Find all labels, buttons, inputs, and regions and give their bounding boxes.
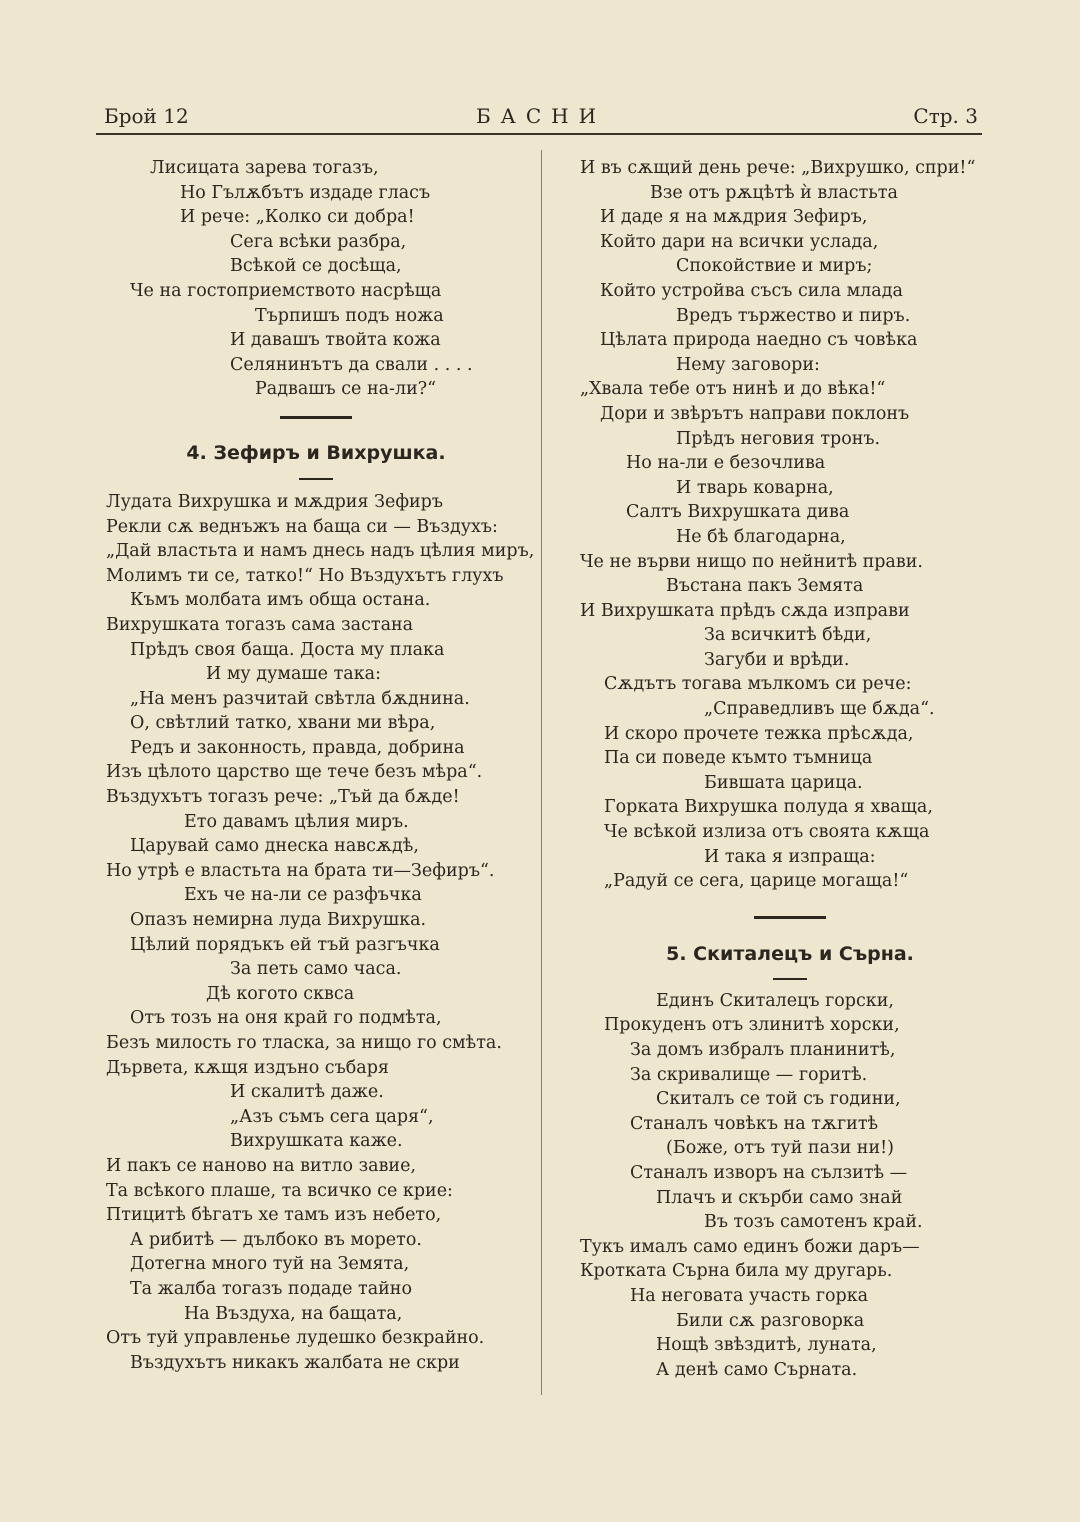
verse-line: Въздухътъ никакъ жалбата не скри (130, 1352, 460, 1373)
verse-line: Рекли сѫ веднъжъ на баща си — Въздухъ: (106, 516, 498, 537)
right-column (580, 156, 1000, 1382)
verse-line: Не бѣ благодарна, (676, 526, 846, 547)
section-title: 5. Скиталецъ и Сърна. (666, 942, 914, 965)
verse-line: „Справедливъ ще бѫда“. (704, 699, 935, 720)
verse-line: И въ сѫщий день рече: „Вихрушко, спри!“ (580, 158, 976, 178)
verse-line: „Радуй се сега, царице могаща!“ (604, 871, 909, 892)
verse-line: „Азъ съмъ сега царя“, (230, 1106, 434, 1127)
verse-line: Дотегна много туй на Земята, (130, 1254, 410, 1275)
poem-end-block (106, 156, 526, 402)
verse-line: Въздухътъ тогазъ рече: „Тъй да бѫде! (106, 787, 460, 808)
verse-line: Лисицата зарева тогазъ, (150, 158, 379, 178)
verse-line: И му думаше така: (206, 664, 381, 685)
verse-line: Станалъ човѣкъ на тѫгитѣ (630, 1113, 879, 1134)
verse-line: И скалитѣ даже. (230, 1082, 384, 1103)
section4-continued-block (580, 156, 1000, 894)
header-rule (96, 133, 982, 135)
verse-line: „Хвала тебе отъ нинѣ и до вѣка!“ (580, 379, 886, 400)
verse-line: „Дай властьта и намъ днесь надъ цѣлия миръ, (106, 541, 535, 562)
verse-line: Кротката Сърна била му другарь. (580, 1261, 893, 1282)
journal-title: БАСНИ (475, 104, 607, 128)
verse-line: Тукъ ималъ само единъ божи даръ— (580, 1236, 920, 1257)
verse-line: Единъ Скиталецъ горски, (656, 990, 894, 1011)
verse-line: И тварь коварна, (676, 477, 834, 498)
verse-line: Търпишъ подъ ножа (255, 305, 444, 326)
verse-line: И пакъ се наново на витло завие, (106, 1155, 417, 1176)
verse-line: За домъ избралъ планинитѣ, (630, 1040, 896, 1060)
verse-line: Но на-ли е безочлива (626, 453, 826, 474)
verse-line: Лудата Вихрушка и мѫдрия Зефиръ (106, 491, 444, 512)
issue-number: Брой 12 (104, 104, 189, 128)
verse-line: Били сѫ разговорка (676, 1310, 865, 1331)
verse-line: Който устройва съсъ сила млада (600, 280, 903, 301)
verse-line: Цѣлата природа наедно съ човѣка (600, 330, 918, 351)
verse-line: И давашъ твойта кожа (230, 330, 441, 351)
verse-line: Спокойствие и миръ; (676, 256, 873, 277)
verse-line: Редъ и законность, правда, добрина (130, 737, 465, 758)
verse-line: Ето давамъ цѣлия миръ. (184, 811, 409, 832)
verse-line: Въстана пакъ Земята (666, 576, 864, 597)
verse-line: Че не върви нищо по нейнитѣ прави. (580, 551, 923, 572)
verse-line: Вихрушката каже. (230, 1131, 403, 1152)
verse-line: За всичкитѣ бѣди, (704, 625, 872, 646)
verse-line: Селянинътъ да свали . . . . (230, 354, 473, 375)
verse-line: Нему заговори: (676, 354, 820, 375)
verse-line: Птицитѣ бѣгатъ хе тамъ изъ небето, (106, 1205, 442, 1226)
page-header (104, 104, 978, 134)
verse-line: Прѣдъ своя баща. Доста му плака (130, 639, 445, 660)
verse-line: Царувай само днеска навсѫдѣ, (130, 836, 419, 857)
verse-line: Ехъ че на-ли се разфъчка (184, 885, 422, 906)
verse-line: Че всѣкой излиза отъ своята кѫща (604, 822, 930, 843)
verse-line: Радвашъ се на-ли?“ (255, 379, 437, 400)
verse-line: За скривалище — горитѣ. (630, 1064, 868, 1085)
verse-line: Сега всѣки разбра, (230, 231, 407, 252)
section4-block (106, 490, 535, 1375)
verse-line: Дѣ когото сквса (206, 983, 355, 1004)
verse-line: Плачъ и скърби само знай (656, 1187, 903, 1208)
verse-line: За петь само часа. (230, 959, 402, 980)
verse-line: Прѣдъ неговия тронъ. (676, 428, 881, 449)
column-divider (541, 150, 542, 1395)
verse-line: Безъ милость го тласка, за нищо го смѣта. (106, 1033, 502, 1053)
verse-line: А рибитѣ — дълбоко въ морето. (130, 1229, 422, 1250)
verse-line: Който дари на всички услада, (600, 231, 879, 252)
verse-line: Та всѣкого плаше, та всичко се крие: (106, 1180, 453, 1201)
verse-line: А денѣ само Сърната. (656, 1359, 858, 1380)
verse-line: Отъ тозъ на оня край го подмѣта, (130, 1008, 442, 1029)
verse-line: О, свѣтлий татко, хвани ми вѣра, (130, 713, 436, 734)
verse-line: Но утрѣ е властьта на брата ти—Зефиръ“. (106, 860, 495, 881)
verse-line: (Боже, отъ туй пази ни!) (666, 1138, 894, 1159)
verse-line: „На менъ разчитай свѣтла бѫднина. (130, 688, 470, 709)
verse-line: Вредъ тържество и пиръ. (676, 305, 911, 326)
verse-line: На неговата участь горка (630, 1285, 869, 1306)
section5-block (580, 989, 1000, 1383)
verse-line: Изъ цѣлото царство ще тече безъ мѣра“. (106, 762, 483, 783)
verse-line: Взе отъ рѫцѣтѣ ѝ властьта (650, 182, 898, 203)
verse-line: Станалъ изворъ на сълзитѣ — (630, 1162, 908, 1183)
verse-line: Въ тозъ самотенъ край. (704, 1212, 923, 1233)
verse-line: Всѣкой се досѣща, (230, 256, 402, 277)
verse-line: И рече: „Колко си добра! (180, 207, 415, 228)
verse-line: Отъ туй управленье лудешко безкрайно. (106, 1328, 485, 1349)
verse-line: Скиталъ се той съ години, (656, 1089, 901, 1110)
verse-line: И Вихрушката прѣдъ сѫда изправи (580, 600, 910, 621)
verse-line: Дървета, кѫщя издъно събаря (106, 1057, 389, 1078)
verse-line: И скоро прочете тежка прѣсѫда, (604, 723, 914, 744)
verse-line: На Въздуха, на бащата, (184, 1303, 403, 1324)
verse-line: Горката Вихрушка полуда я хваща, (604, 797, 933, 818)
verse-line: Но Гълѫбътъ издаде гласъ (180, 182, 431, 203)
verse-line: Нощѣ звѣздитѣ, луната, (656, 1335, 877, 1356)
verse-line: И даде я на мѫдрия Зефиръ, (600, 207, 868, 228)
verse-line: Вихрушката тогазъ сама застана (106, 614, 414, 635)
verse-line: Салтъ Вихрушката дива (626, 502, 850, 523)
verse-line: Сѫдътъ тогава мълкомъ си рече: (604, 674, 912, 695)
verse-line: Опазъ немирна луда Вихрушка. (130, 910, 427, 931)
verse-line: Загуби и врѣди. (704, 649, 850, 670)
verse-line: Дори и звѣрътъ направи поклонъ (600, 403, 910, 424)
page-number: Стр. 3 (913, 104, 978, 128)
verse-line: Молимъ ти се, татко!“ Но Въздухътъ глухъ (106, 565, 504, 586)
verse-line: Къмъ молбата имъ обща остана. (130, 590, 431, 611)
verse-line: Прокуденъ отъ злинитѣ хорски, (604, 1015, 900, 1036)
verse-line: Та жалба тогазъ подаде тайно (130, 1278, 412, 1299)
section-title: 4. Зефиръ и Вихрушка. (186, 441, 446, 464)
verse-line: И така я изпраща: (704, 846, 876, 867)
verse-line: Цѣлий порядъкъ ей тъй разгъчка (130, 934, 440, 955)
verse-line: Че на гостоприемството насрѣща (130, 280, 442, 301)
verse-line: Па си поведе къмто тъмница (604, 748, 873, 769)
left-column (106, 156, 535, 1375)
verse-line: Бившата царица. (704, 772, 863, 793)
